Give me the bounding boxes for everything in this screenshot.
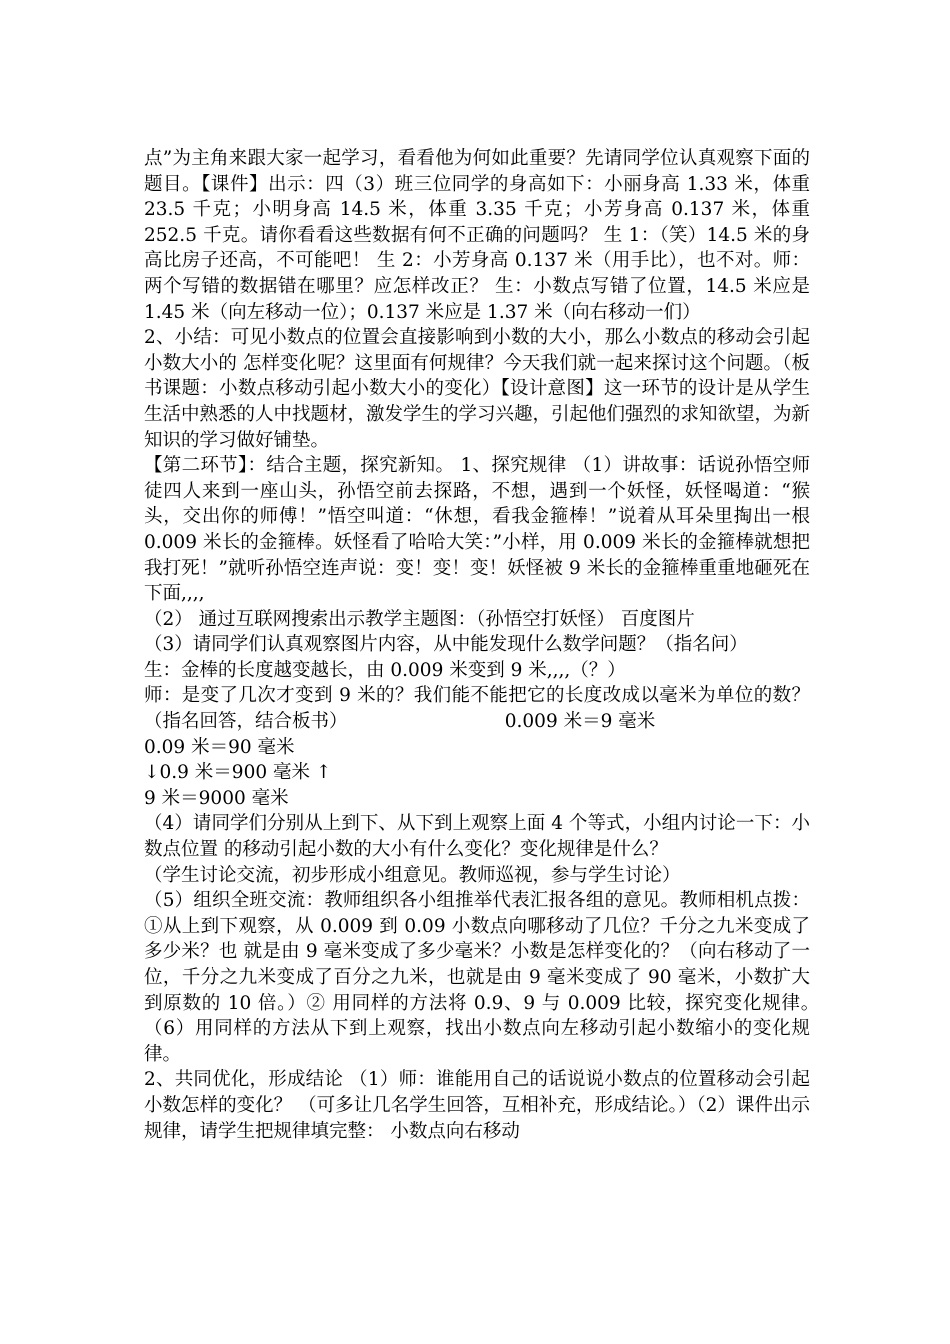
paragraph-intro: 点”为主角来跟大家一起学习，看看他为何如此重要？先请同学位认真观察下面的题目。【课件】出示：四（3）班三位同学的身高如下：小丽身高 1.33 米，体重 23.5 千克；小明身高 14.5 米，体重 3.35 千克；小芳身高 0.137 米，体重 252.5 千克。请你看看这些数据有何不正确的问题吗？ 生 1：（笑）14.5 米的身高比房子还高，不可能吧！ 生 2：小芳身高 0.137 米（用手比），也不对。师：两个写错的数据错在哪里？应怎样改正？ 生：小数点写错了位置，14.5 米应是 1.45 米（向左移动一位）；0.137 米应是 1.37 米（向右移动一们） [144, 148, 810, 323]
paragraph-step-5: （5）组织全班交流：教师组织各小组推举代表汇报各组的意见。教师相机点拨： ①从上到下观察，从 0.009 到 0.09 小数点向哪移动了几位？千分之九米变成了多少米？也 就是由 9 毫米变成了多少毫米？小数是怎样变化的？（向右移动了一位，千分之九米变成了百分之九米，也就是由 9 毫米变成了 90 毫米，小数扩大到原数的 10 倍。）② 用同样的方法将 0.9、9 与 0.009 比较，探究变化规律。 （6）用同样的方法从下到上观察，找出小数点向左移动引起小数缩小的变化规律。 [144, 890, 853, 1065]
paragraph-second-stage: 【第二环节】：结合主题，探究新知。 1、探究规律 （1）讲故事：话说孙悟空师徒四人来到一座山头，孙悟空前去探路，不想，遇到一个妖怪，妖怪喝道：“猴头，交出你的师傅！”悟空叫道：“休想，看我金箍棒！”说着从耳朵里掏出一根 0.009 米长的金箍棒。妖怪看了哈哈大笑：”小样，用 0.009 米长的金箍棒就想把我打死！”就听孙悟空连声说：变！变！变！妖怪被 9 米长的金箍棒重重地砸死在下面,,,, [144, 455, 810, 605]
paragraph-step-3: （3）请同学们认真观察图片内容，从中能发现什么数学问题？（指名问） [144, 634, 748, 656]
paragraph-step-2: （2） 通过互联网搜索出示教学主题图：（孙悟空打妖怪） 百度图片 [144, 608, 695, 630]
equation-line-3: 9 米＝9000 毫米 [144, 787, 289, 809]
paragraph-conclusion: 2、共同优化，形成结论 （1）师：谁能用自己的话说说小数点的位置移动会引起小数怎样的变化？ （可多让几名学生回答，互相补充，形成结论。）（2）课件出示规律，请学生把规律填完整： 小数点向右移动 [144, 1069, 810, 1142]
paragraph-teacher-question: 师：是变了几次才变到 9 米的？我们能不能把它的长度改成以毫米为单位的数？（指名回答，结合板书） 0.009 米＝9 毫米 [144, 685, 810, 733]
equation-line-2: ↓0.9 米＝900 毫米 ↑ [144, 762, 332, 784]
document-page [144, 146, 853, 1144]
paragraph-discussion: （学生讨论交流，初步形成小组意见。教师巡视，参与学生讨论） [144, 864, 681, 886]
paragraph-step-4: （4）请同学们分别从上到下、从下到上观察上面 4 个等式，小组内讨论一下：小数点位置 的移动引起小数的大小有什么变化？变化规律是什么？ [144, 813, 810, 861]
paragraph-summary: 2、小结：可见小数点的位置会直接影响到小数的大小，那么小数点的移动会引起小数大小的 怎样变化呢？这里面有何规律？今天我们就一起来探讨这个问题。（板书课题：小数点移动引起小数大小的变化）【设计意图】这一环节的设计是从学生生活中熟悉的人中找题材，激发学生的学习兴趣，引起他们强烈的求知欲望，为新知识的学习做好铺垫。 [144, 327, 811, 451]
paragraph-student-answer: 生：金棒的长度越变越长，由 0.009 米变到 9 米,,,,（？） [144, 659, 626, 681]
equation-line-1: 0.09 米＝90 毫米 [144, 736, 295, 758]
